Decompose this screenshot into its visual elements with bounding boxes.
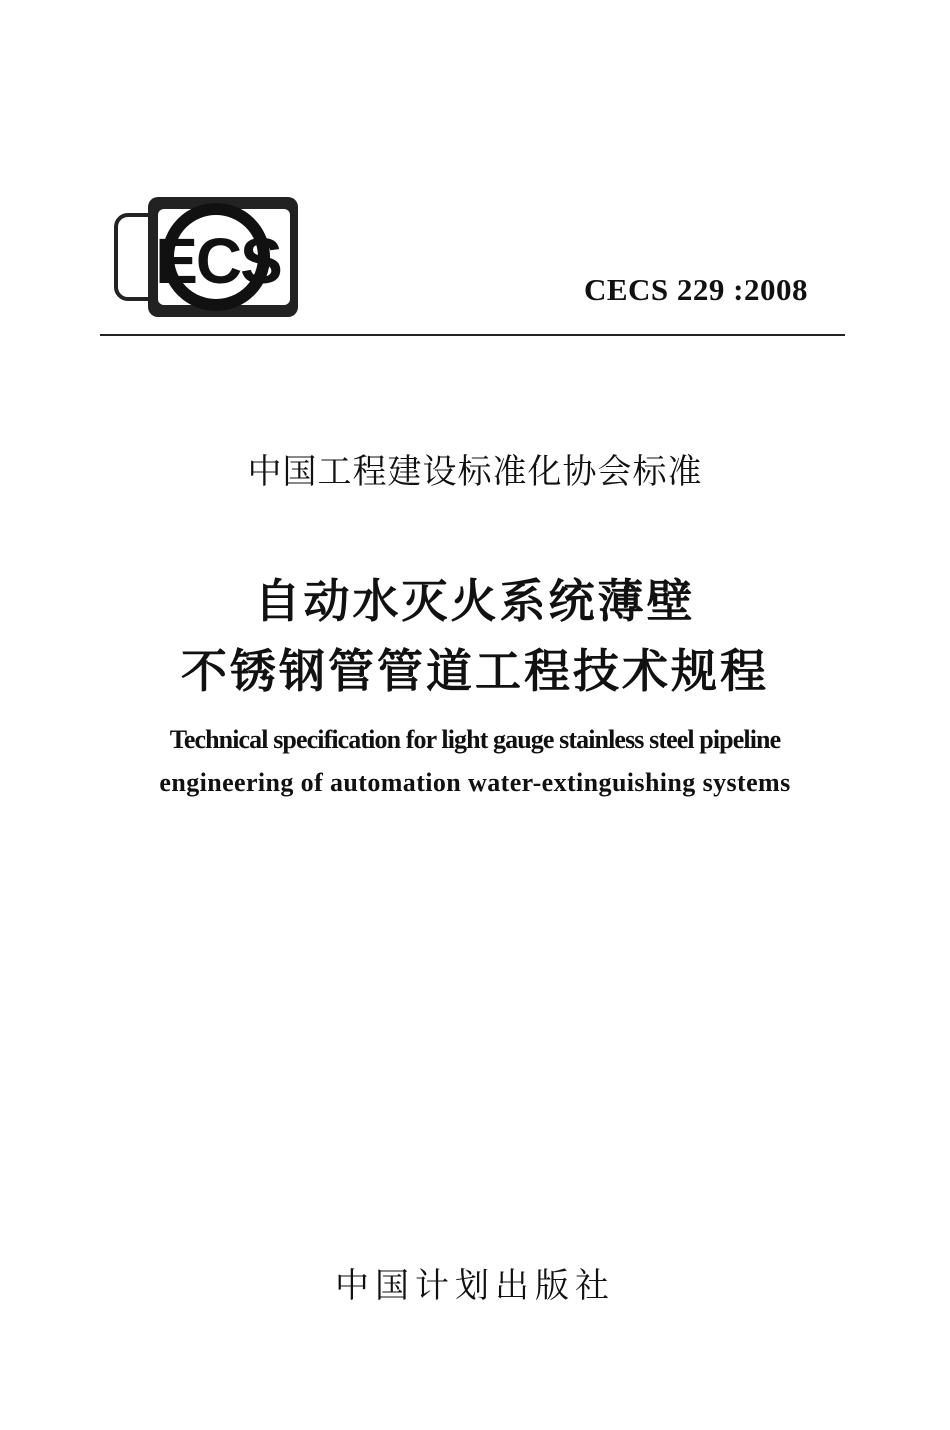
english-title-line-2: engineering of automation water-extinguishing systems xyxy=(159,768,791,797)
english-title-line-1: Technical specification for light gauge stainless steel pipeline xyxy=(169,725,781,754)
chinese-title-line-2: 不锈钢管管道工程技术规程 xyxy=(181,644,769,698)
ecs-logo xyxy=(114,193,319,323)
english-title xyxy=(0,718,950,804)
association-standard-label: 中国工程建设标准化协会标准 xyxy=(247,452,703,492)
header-divider xyxy=(100,334,845,336)
chinese-title-line-1: 自动水灭火系统薄壁 xyxy=(254,574,696,628)
logo-lettering: ECS xyxy=(155,225,281,297)
chinese-title xyxy=(0,566,950,706)
standard-number: CECS 229 :2008 xyxy=(583,272,808,307)
publisher-name: 中国计划出版社 xyxy=(335,1266,615,1306)
ecs-logo-graphic xyxy=(114,193,319,323)
